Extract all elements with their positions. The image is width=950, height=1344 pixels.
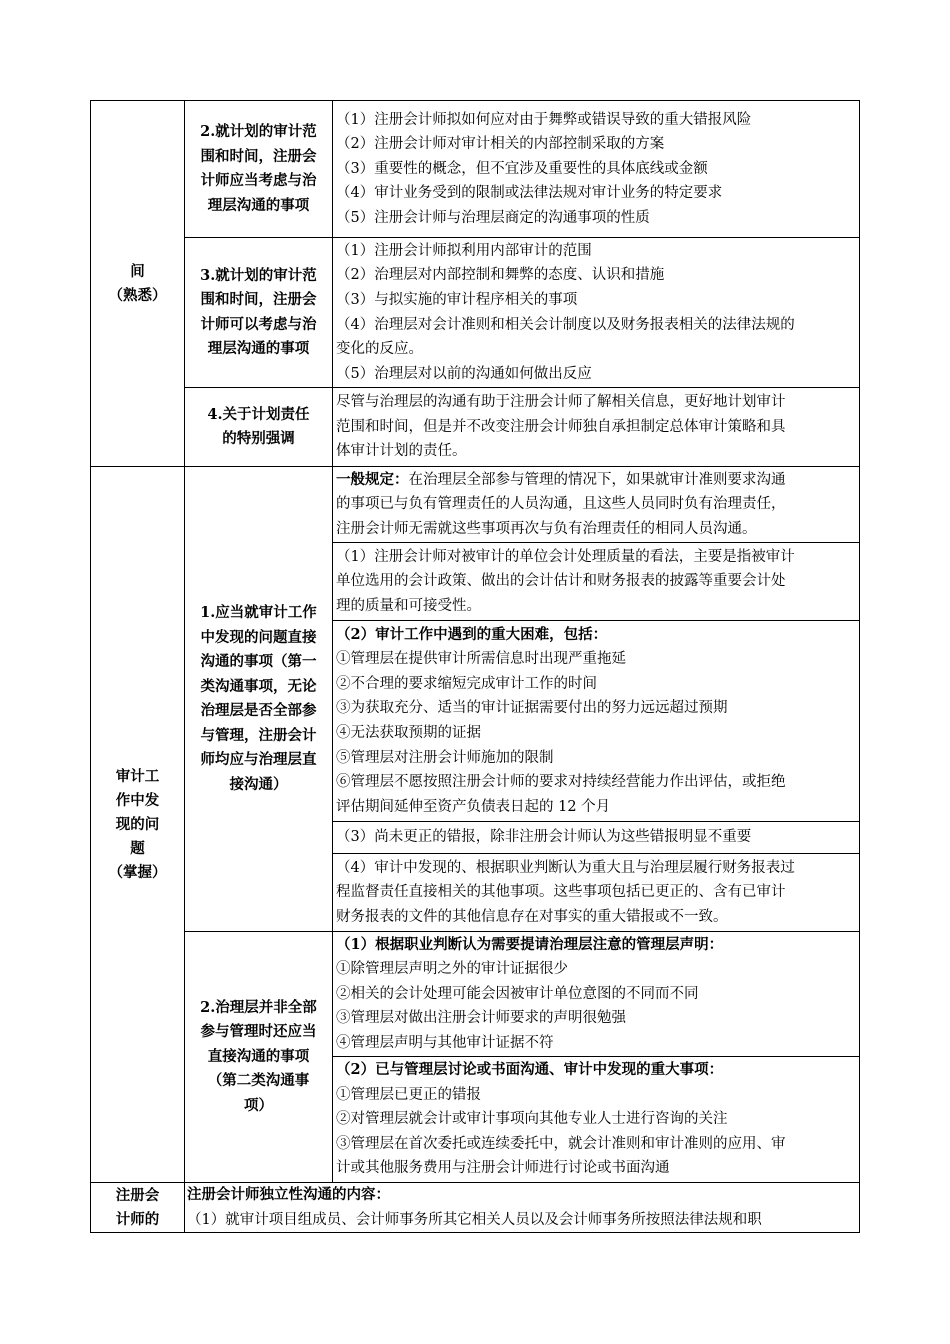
item-content: （2）已与管理层讨论或书面沟通、审计中发现的重大事项： ①管理层已更正的错报 ②对管理层就会计或审计事项向其他专业人士进行咨询的关注 ③管理层在首次委托或连续委托中，就会计准则和审计准则的应用、审 计或其他服务费用与注册会计师进行讨论或书面沟通 — [333, 1057, 860, 1183]
item-content: （1）注册会计师拟如何应对由于舞弊或错误导致的重大错报风险 （2）注册会计师对审计相关的内部控制采取的方案 （3）重要性的概念，但不宜涉及重要性的具体底线或金额 （4）审计业务受到的限制或法律法规对审计业务的特定要求 （5）注册会计师与治理层商定的沟通事项的性质 — [333, 101, 860, 238]
item-content: （2）审计工作中遇到的重大困难，包括： ①管理层在提供审计所需信息时出现严重拖延 ②不合理的要求缩短完成审计工作的时间 ③为获取充分、适当的审计证据需要付出的努力远远超过预期 ④无法获取预期的证据 ⑤管理层对注册会计师施加的限制 ⑥管理层不愿按照注册会计师的要求对持续经营能力作出评估，或拒绝 评估期间延伸至资产负债表日起的 12 个月 — [333, 621, 860, 822]
item-heading: 1.应当就审计工作 中发现的问题直接 沟通的事项（第一 类沟通事项，无论 治理层是否全部参 与管理，注册会计 师均应与治理层直 接沟通） — [185, 467, 333, 932]
item-content: （3）尚未更正的错报，除非注册会计师认为这些错报明显不重要 — [333, 822, 860, 854]
item-content: 尽管与治理层的沟通有助于注册会计师了解相关信息，更好地计划审计 范围和时间，但是并不改变注册会计师独自承担制定总体审计策略和具 体审计计划的责任。 — [333, 388, 860, 467]
section-label-findings: 审计工 作中发 现的问 题 （掌握） — [91, 467, 185, 1183]
general-rule: 一般规定：在治理层全部参与管理的情况下，如果就审计准则要求沟通 的事项已与负有管理责任的人员沟通，且这些人员同时负有治理责任， 注册会计师无需就这些事项再次与负有治理责任的相同人员沟通。 — [333, 467, 860, 543]
item-heading: 4.关于计划责任 的特别强调 — [185, 388, 333, 467]
section-label-planning: 间 （熟悉） — [91, 101, 185, 467]
item-content: （1）注册会计师对被审计的单位会计处理质量的看法，主要是指被审计 单位选用的会计政策、做出的会计估计和财务报表的披露等重要会计处 理的质量和可接受性。 — [333, 543, 860, 621]
independence-content: 注册会计师独立性沟通的内容： （1）就审计项目组成员、会计师事务所其它相关人员以及会计师事务所按照法律法规和职 — [185, 1183, 860, 1233]
audit-communication-table — [90, 100, 860, 1233]
item-heading: 2.就计划的审计范 围和时间，注册会 计师应当考虑与治 理层沟通的事项 — [185, 101, 333, 238]
item-heading: 3.就计划的审计范 围和时间，注册会 计师可以考虑与治 理层沟通的事项 — [185, 238, 333, 388]
section-label-independence: 注册会 计师的 — [91, 1183, 185, 1233]
item-content: （4）审计中发现的、根据职业判断认为重大且与治理层履行财务报表过 程监督责任直接相关的其他事项。这些事项包括已更正的、含有已审计 财务报表的文件的其他信息存在对事实的重大错报或不一致。 — [333, 854, 860, 932]
item-content: （1）注册会计师拟利用内部审计的范围 （2）治理层对内部控制和舞弊的态度、认识和措施 （3）与拟实施的审计程序相关的事项 （4）治理层对会计准则和相关会计制度以及财务报表相关的法律法规的 变化的反应。 （5）治理层对以前的沟通如何做出反应 — [333, 238, 860, 388]
item-heading: 2.治理层并非全部 参与管理时还应当 直接沟通的事项 （第二类沟通事 项） — [185, 932, 333, 1183]
item-content: （1）根据职业判断认为需要提请治理层注意的管理层声明： ①除管理层声明之外的审计证据很少 ②相关的会计处理可能会因被审计单位意图的不同而不同 ③管理层对做出注册会计师要求的声明很勉强 ④管理层声明与其他审计证据不符 — [333, 932, 860, 1057]
